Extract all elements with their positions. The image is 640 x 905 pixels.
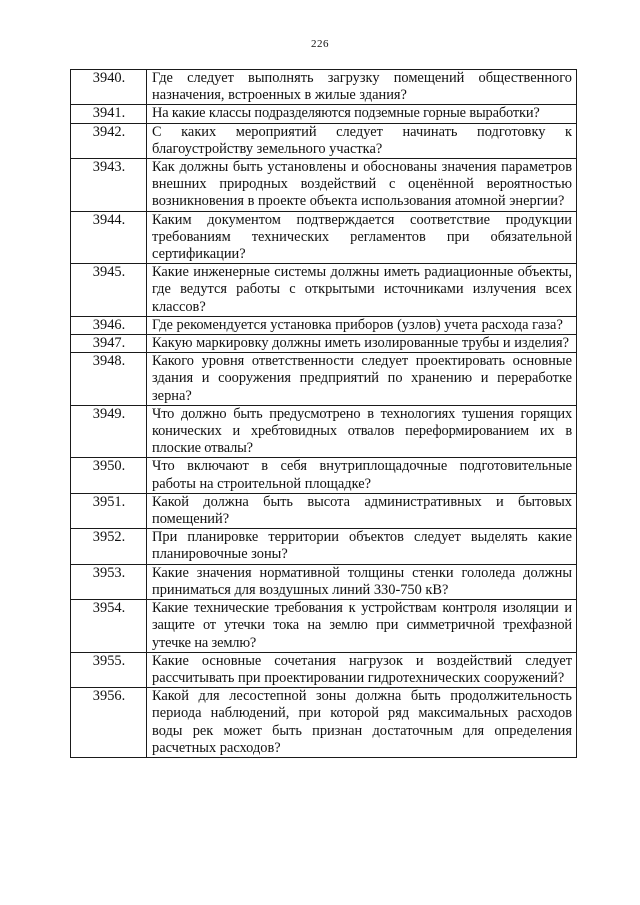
table-row: [71, 529, 577, 564]
question-text: Какой должна быть высота административных и бытовых помещений?: [147, 493, 577, 528]
question-number: 3951.: [71, 493, 147, 528]
question-number: 3955.: [71, 652, 147, 687]
question-number: 3941.: [71, 105, 147, 123]
question-text: Какую маркировку должны иметь изолированные трубы и изделия?: [147, 335, 577, 353]
questions-table: [70, 69, 577, 758]
question-number: 3944.: [71, 211, 147, 264]
question-number: 3956.: [71, 688, 147, 758]
question-text: С каких мероприятий следует начинать подготовку к благоустройству земельного участка?: [147, 123, 577, 158]
question-text: Какой для лесостепной зоны должна быть продолжительность периода наблюдений, при которой ряд максимальных расходов воды рек может быть признан достаточным для определения расчетных расходов?: [147, 688, 577, 758]
question-text: Где следует выполнять загрузку помещений общественного назначения, встроенных в жилые здания?: [147, 70, 577, 105]
question-number: 3950.: [71, 458, 147, 493]
question-text: При планировке территории объектов следует выделять какие планировочные зоны?: [147, 529, 577, 564]
table-row: [71, 264, 577, 317]
table-row: [71, 159, 577, 212]
question-number: 3954.: [71, 600, 147, 653]
question-text: Какие инженерные системы должны иметь радиационные объекты, где ведутся работы с открытыми источниками излучения всех классов?: [147, 264, 577, 317]
table-row: [71, 105, 577, 123]
table-row: [71, 405, 577, 458]
table-row: [71, 652, 577, 687]
question-text: Где рекомендуется установка приборов (узлов) учета расхода газа?: [147, 316, 577, 334]
page-number: 226: [311, 38, 329, 50]
table-row: [71, 335, 577, 353]
table-row: [71, 564, 577, 599]
question-text: Какие значения нормативной толщины стенки гололеда должны приниматься для воздушных линий 330-750 кВ?: [147, 564, 577, 599]
table-row: [71, 458, 577, 493]
question-number: 3947.: [71, 335, 147, 353]
question-text: Что включают в себя внутриплощадочные подготовительные работы на строительной площадке?: [147, 458, 577, 493]
question-number: 3943.: [71, 159, 147, 212]
question-number: 3953.: [71, 564, 147, 599]
table-row: [71, 493, 577, 528]
question-number: 3942.: [71, 123, 147, 158]
table-row: [71, 123, 577, 158]
question-text: Что должно быть предусмотрено в технологиях тушения горящих конических и хребтовидных отвалов переформированием их в плоские отвалы?: [147, 405, 577, 458]
question-text: Какие основные сочетания нагрузок и воздействий следует рассчитывать при проектировании гидротехнических сооружений?: [147, 652, 577, 687]
table-row: [71, 70, 577, 105]
table-row: [71, 688, 577, 758]
table-row: [71, 353, 577, 406]
question-text: Как должны быть установлены и обоснованы значения параметров внешних природных воздействий с оценённой вероятностью возникновения в проекте объекта использования атомной энергии?: [147, 159, 577, 212]
question-number: 3949.: [71, 405, 147, 458]
question-text: Какие технические требования к устройствам контроля изоляции и защите от утечки тока на землю при симметричной трехфазной утечке на землю?: [147, 600, 577, 653]
question-number: 3948.: [71, 353, 147, 406]
question-text: Какого уровня ответственности следует проектировать основные здания и сооружения предприятий по хранению и переработке зерна?: [147, 353, 577, 406]
question-text: Каким документом подтверждается соответствие продукции требованиям технических регламентов при обязательной сертификации?: [147, 211, 577, 264]
question-text: На какие классы подразделяются подземные горные выработки?: [147, 105, 577, 123]
question-number: 3945.: [71, 264, 147, 317]
question-number: 3940.: [71, 70, 147, 105]
question-number: 3952.: [71, 529, 147, 564]
table-row: [71, 211, 577, 264]
question-number: 3946.: [71, 316, 147, 334]
table-row: [71, 316, 577, 334]
table-row: [71, 600, 577, 653]
